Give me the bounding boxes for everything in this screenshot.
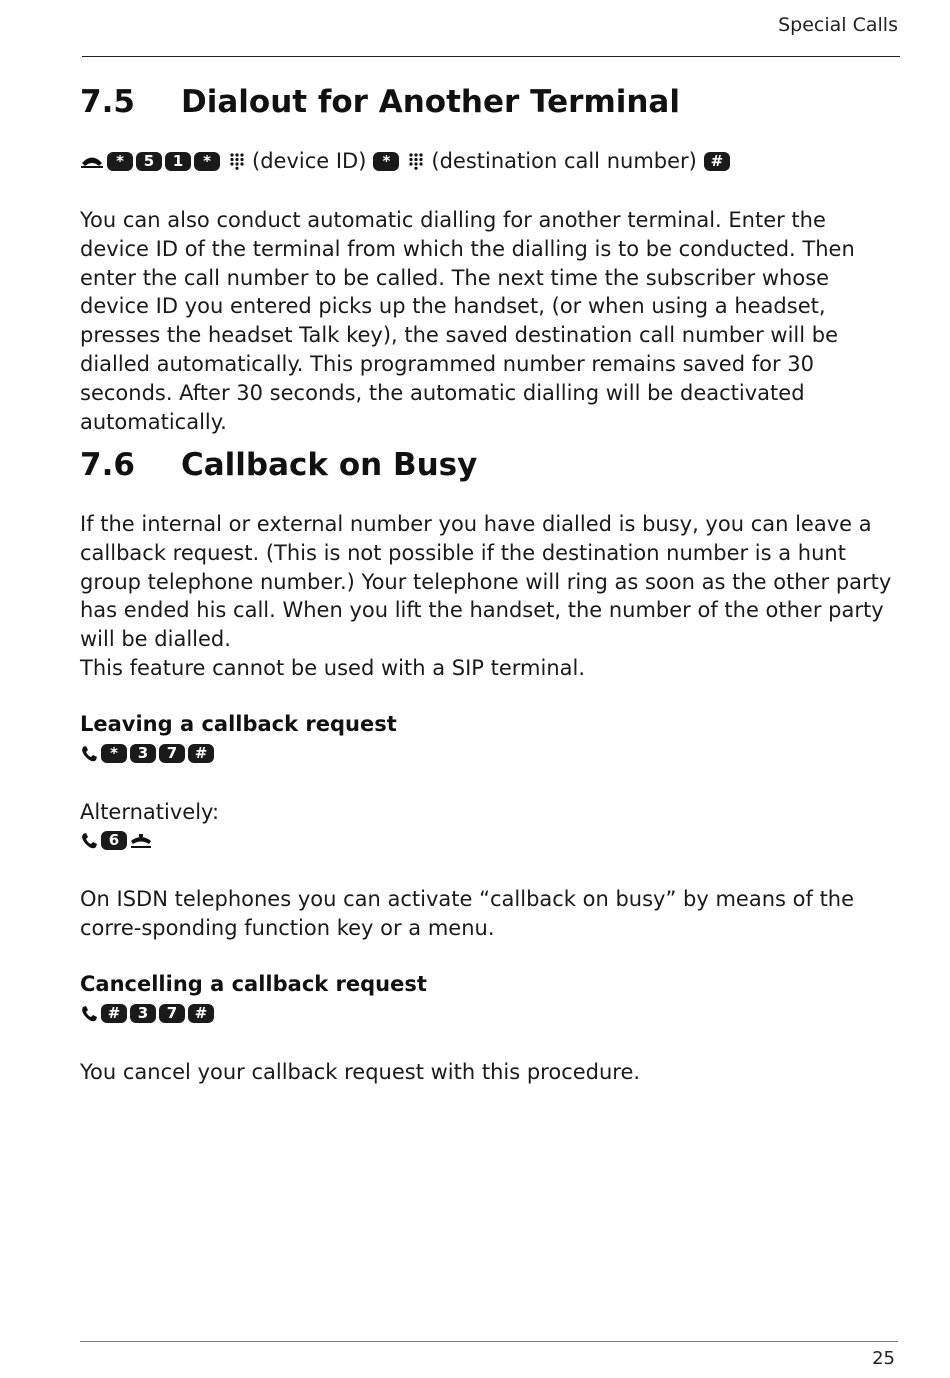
- section-heading-7-5: [80, 84, 680, 120]
- dialout-key-sequence: [80, 149, 730, 173]
- key-hash: #: [101, 1004, 127, 1023]
- phone-icon: [80, 745, 98, 763]
- section-title: Dialout for Another Terminal: [181, 84, 680, 120]
- section-number: 7.6: [80, 447, 135, 483]
- key-hash: #: [188, 1004, 214, 1023]
- cancel-description: You cancel your callback request with this procedure.: [80, 1060, 641, 1084]
- destination-call-number-label: (destination call number): [431, 149, 697, 173]
- key-1: 1: [165, 152, 191, 171]
- page-number: 25: [872, 1348, 895, 1369]
- cancelling-callback-heading: Cancelling a callback request: [80, 972, 427, 996]
- leaving-key-sequence: [80, 744, 214, 763]
- key-star: *: [373, 152, 399, 171]
- leaving-callback-heading: Leaving a callback request: [80, 712, 397, 736]
- section-heading-7-6: [80, 447, 477, 483]
- key-7: 7: [159, 1004, 185, 1023]
- key-star: *: [107, 152, 133, 171]
- key-star: *: [101, 744, 127, 763]
- section-number: 7.5: [80, 84, 135, 120]
- keypad-icon: [229, 152, 245, 170]
- header-rule: [82, 56, 900, 57]
- key-5: 5: [136, 152, 162, 171]
- key-hash: #: [704, 152, 730, 171]
- callback-description: If the internal or external number you have dialled is busy, you can leave a callback request. (This is not possible if the destination number is a hunt group telephone number.) Your telephone will ring as soon as the other party has ended his call. When you lift the handset, the number of the other party will be dialled.: [80, 512, 892, 652]
- key-7: 7: [159, 744, 185, 763]
- handset-hang-up-icon: [130, 833, 152, 849]
- dialout-description: You can also conduct automatic dialling for another terminal. Enter the device ID of the terminal from which the dialling is to be conducted. Then enter the call number to be called. The next time the subscriber whose device ID you entered picks up the handset, (or when using a headset, presses the headset Talk key), the saved destination call number will be dialled automatically. This programmed number remains saved for 30 seconds. After 30 seconds, the automatic dialling will be deactivated automatically.: [80, 208, 855, 434]
- sip-note: This feature cannot be used with a SIP terminal.: [80, 656, 586, 680]
- isdn-note: On ISDN telephones you can activate “callback on busy” by means of the corre-sponding function key or a menu.: [80, 887, 855, 940]
- phone-icon: [80, 1005, 98, 1023]
- key-3: 3: [130, 744, 156, 763]
- footer-rule: [80, 1341, 898, 1342]
- key-6: 6: [101, 831, 127, 850]
- keypad-icon: [408, 152, 424, 170]
- running-header: Special Calls: [778, 14, 898, 36]
- handset-lift-icon: [80, 153, 104, 169]
- device-id-label: (device ID): [252, 149, 367, 173]
- cancelling-key-sequence: [80, 1004, 214, 1023]
- alternative-key-sequence: [80, 831, 152, 850]
- key-3: 3: [130, 1004, 156, 1023]
- phone-icon: [80, 832, 98, 850]
- section-title: Callback on Busy: [181, 447, 478, 483]
- alternatively-label: Alternatively:: [80, 800, 220, 824]
- key-star: *: [194, 152, 220, 171]
- key-hash: #: [188, 744, 214, 763]
